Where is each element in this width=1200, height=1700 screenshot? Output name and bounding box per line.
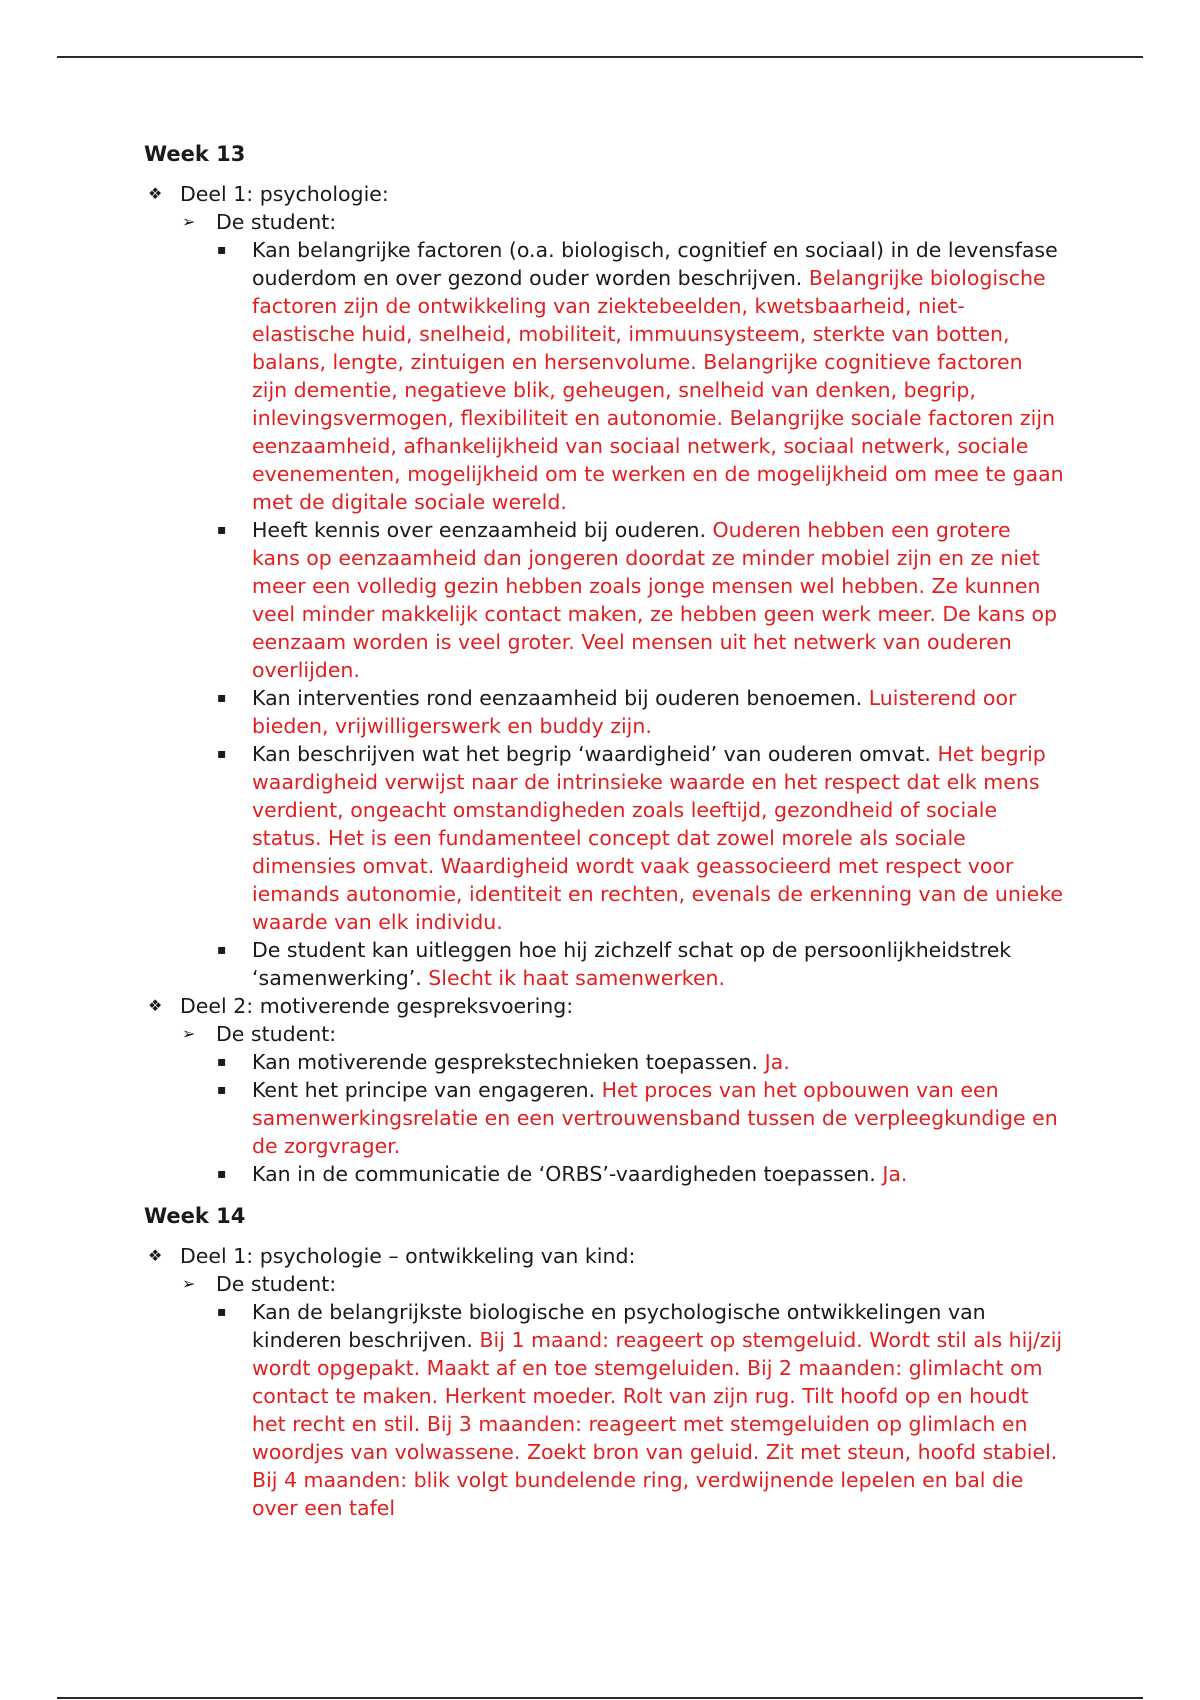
sub-list-item (144, 1020, 1064, 1048)
answer-text: Het begrip waardigheid verwijst naar de intrinsieke waarde en het respect dat elk mens verdient, ongeacht omstandigheden zoals leeftijd, gezondheid of sociale status. Het is een fundamenteel concept dat zowel morele als sociale dimensies omvat. Waardigheid wordt vaak geassocieerd met respect voor iemands autonomie, identiteit en rechten, evenals de erkenning van de unieke waarde van elk individu. (252, 742, 1063, 934)
objective-text: Kent het principe van engageren. (252, 1078, 596, 1102)
square-bullet-icon: ▪ (217, 690, 227, 706)
arrow-bullet-icon: ➢ (182, 1274, 196, 1293)
objective-item (144, 936, 1064, 992)
objective-item (144, 740, 1064, 936)
diamond-bullet-icon: ❖ (148, 996, 163, 1015)
answer-text: Het proces van het opbouwen van een samenwerkingsrelatie en een vertrouwensband tussen de verpleegkundige en de zorgvrager. (252, 1078, 1058, 1158)
square-bullet-icon: ▪ (217, 1082, 227, 1098)
objective-text: Kan de belangrijkste biologische en psychologische ontwikkelingen van kinderen beschrijven. (252, 1300, 986, 1352)
objective-text: Kan motiverende gesprekstechnieken toepassen. (252, 1050, 759, 1074)
answer-text: Ja. (882, 1162, 908, 1186)
week-14-heading: Week 14 (144, 1204, 246, 1228)
objective-item (144, 1160, 1064, 1188)
document-body (144, 140, 1064, 1522)
answer-text: Slecht ik haat samenwerken. (428, 966, 726, 990)
part-title: Deel 2: motiverende gespreksvoering: (180, 994, 574, 1018)
square-bullet-icon: ▪ (217, 746, 227, 762)
square-bullet-icon: ▪ (217, 942, 227, 958)
sub-list-item (144, 208, 1064, 236)
week-13-heading: Week 13 (144, 142, 246, 166)
objective-item (144, 1298, 1064, 1522)
header-rule (57, 56, 1143, 58)
answer-text: Ja. (764, 1050, 790, 1074)
answer-text: Ouderen hebben een grotere kans op eenzaamheid dan jongeren doordat ze minder mobiel zijn en ze niet meer een volledig gezin hebben zoals jonge mensen wel hebben. Ze kunnen veel minder makkelijk contact maken, ze hebben geen werk meer. De kans op eenzaam worden is veel groter. Veel mensen uit het netwerk van ouderen overlijden. (252, 518, 1058, 682)
square-bullet-icon: ▪ (217, 242, 227, 258)
objective-text: Kan in de communicatie de ‘ORBS’-vaardigheden toepassen. (252, 1162, 876, 1186)
objective-item (144, 516, 1064, 684)
arrow-bullet-icon: ➢ (182, 212, 196, 231)
answer-text: Luisterend oor bieden, vrijwilligerswerk en buddy zijn. (252, 686, 1017, 738)
part-list-item (144, 1242, 1064, 1270)
sub-title: De student: (216, 1022, 337, 1046)
arrow-bullet-icon: ➢ (182, 1024, 196, 1043)
sub-list-item (144, 1270, 1064, 1298)
objective-text: Kan belangrijke factoren (o.a. biologisch, cognitief en sociaal) in de levensfase ouderdom en over gezond ouder worden beschrijven. (252, 238, 1058, 290)
objective-text: Heeft kennis over eenzaamheid bij ouderen. (252, 518, 706, 542)
objective-item (144, 684, 1064, 740)
sub-title: De student: (216, 1272, 337, 1296)
square-bullet-icon: ▪ (217, 1054, 227, 1070)
objective-text: Kan interventies rond eenzaamheid bij ouderen benoemen. (252, 686, 863, 710)
part-title: Deel 1: psychologie: (180, 182, 389, 206)
diamond-bullet-icon: ❖ (148, 1246, 163, 1265)
objective-item (144, 1048, 1064, 1076)
square-bullet-icon: ▪ (217, 1304, 227, 1320)
square-bullet-icon: ▪ (217, 1166, 227, 1182)
sub-title: De student: (216, 210, 337, 234)
diamond-bullet-icon: ❖ (148, 184, 163, 203)
objective-text: De student kan uitleggen hoe hij zichzelf schat op de persoonlijkheidstrek ‘samenwerking’. (252, 938, 1012, 990)
part-list-item (144, 180, 1064, 208)
part-title: Deel 1: psychologie – ontwikkeling van kind: (180, 1244, 636, 1268)
part-list-item (144, 992, 1064, 1020)
square-bullet-icon: ▪ (217, 522, 227, 538)
answer-text: Belangrijke biologische factoren zijn de ontwikkeling van ziektebeelden, kwetsbaarheid, niet-elastische huid, snelheid, mobiliteit, immuunsysteem, sterkte van botten, balans, lengte, zintuigen en hersenvolume. Belangrijke cognitieve factoren zijn dementie, negatieve blik, geheugen, snelheid van denken, begrip, inlevingsvermogen, flexibiliteit en autonomie. Belangrijke sociale factoren zijn eenzaamheid, afhankelijkheid van sociaal netwerk, sociaal netwerk, sociale evenementen, mogelijkheid om te werken en de mogelijkheid om mee te gaan met de digitale sociale wereld. (252, 266, 1064, 514)
footer-rule (57, 1697, 1143, 1699)
answer-text: Bij 1 maand: reageert op stemgeluid. Wordt stil als hij/zij wordt opgepakt. Maakt af en toe stemgeluiden. Bij 2 maanden: glimlacht om contact te maken. Herkent moeder. Rolt van zijn rug. Tilt hoofd op en houdt het recht en stil. Bij 3 maanden: reageert met stemgeluiden op glimlach en woordjes van volwassene. Zoekt bron van geluid. Zit met steun, hoofd stabiel. Bij 4 maanden: blik volgt bundelende ring, verdwijnende lepelen en bal die over een tafel (252, 1328, 1063, 1520)
objective-text: Kan beschrijven wat het begrip ‘waardigheid’ van ouderen omvat. (252, 742, 931, 766)
objective-item (144, 236, 1064, 516)
objective-item (144, 1076, 1064, 1160)
